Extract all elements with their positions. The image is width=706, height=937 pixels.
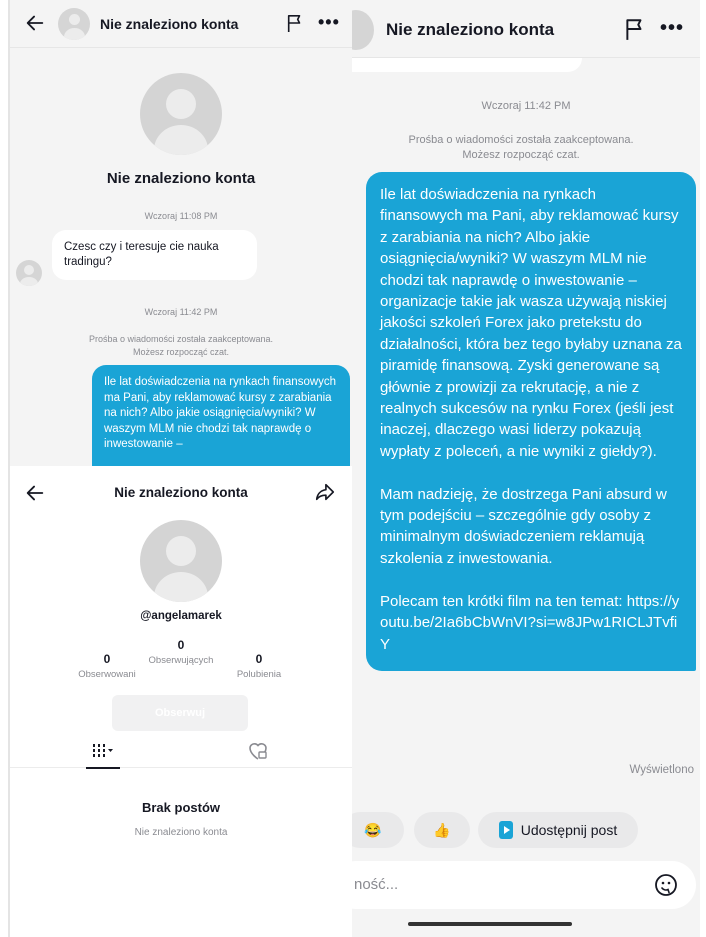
stat-followers[interactable]	[140, 638, 222, 667]
more-icon[interactable]: •••	[318, 12, 340, 32]
stat-label: Obserwowani	[78, 669, 136, 680]
seen-status: Wyświetlono	[629, 764, 694, 776]
outgoing-message	[366, 172, 696, 671]
chat-header	[10, 0, 352, 48]
chat-screen-right	[352, 0, 700, 937]
profile-header-title: Nie znaleziono konta	[114, 485, 248, 500]
sender-avatar	[16, 260, 42, 286]
stat-label: Obserwujących	[148, 655, 214, 666]
stat-likes[interactable]	[214, 652, 304, 681]
system-message-line: Prośba o wiadomości została zaakceptowana.	[88, 334, 274, 344]
flag-icon[interactable]	[286, 13, 304, 33]
play-icon	[499, 821, 513, 839]
home-indicator[interactable]	[408, 922, 572, 926]
thumbs-up-emoji-icon: 👍	[433, 821, 451, 838]
laughing-emoji-icon: 😂	[364, 821, 382, 838]
active-tab-indicator	[86, 767, 120, 769]
outgoing-message: Ile lat doświadczenia na rynkach finansowych ma Pani, aby reklamować kursy z zarabiania na nich? Albo jakie osiągnięcia/wyniki? W waszym MLM nie chodzi tak naprawdę o inwestowanie –	[92, 365, 350, 468]
system-message	[10, 333, 352, 359]
profile-screen	[8, 466, 352, 937]
system-message-line: Możesz rozpocząć czat.	[132, 347, 230, 357]
message-paragraph: Mam nadzieję, że dostrzega Pani absurd w tym podejściu – szczególnie gdy osoby z minimalnym doświadczeniem reklamują szkolenia z inwestowania.	[380, 485, 667, 567]
profile-avatar[interactable]	[140, 73, 222, 155]
share-icon[interactable]	[314, 481, 336, 503]
profile-tabs	[10, 734, 352, 768]
stat-value: 0	[255, 652, 263, 666]
message-input[interactable]	[352, 861, 696, 909]
timestamp: Wczoraj 11:08 PM	[144, 211, 218, 221]
chat-title[interactable]: Nie znaleziono konta	[100, 16, 239, 32]
stat-value: 0	[177, 638, 185, 652]
liked-videos-icon[interactable]	[246, 739, 270, 763]
emoji-sticker-icon[interactable]	[654, 873, 678, 897]
stat-label: Polubienia	[236, 669, 282, 680]
follow-button[interactable]: Obserwuj	[112, 695, 248, 731]
stat-value: 0	[103, 652, 111, 666]
profile-avatar	[140, 520, 222, 602]
incoming-message: Czesc czy i teresuje cie nauka tradingu?	[52, 230, 257, 280]
empty-state-title: Brak postów	[141, 800, 220, 815]
profile-name: Nie znaleziono konta	[106, 170, 256, 187]
quick-reply-laugh[interactable]	[352, 812, 404, 848]
profile-handle: @angelamarek	[140, 610, 222, 622]
chat-header	[352, 0, 700, 58]
message-link-paragraph[interactable]: Polecam ten krótki film na ten temat: https://youtu.be/2Ia6bCbWnVI?si=w8JPw1RICLJTvfiY	[380, 592, 680, 653]
chat-title[interactable]: Nie znaleziono konta	[386, 20, 555, 39]
more-icon[interactable]: •••	[660, 17, 685, 39]
grid-icon	[92, 744, 114, 758]
contact-avatar[interactable]	[58, 8, 90, 40]
contact-avatar[interactable]	[352, 10, 374, 50]
empty-state-subtitle: Nie znaleziono konta	[134, 827, 228, 838]
chat-screen-left	[8, 0, 352, 468]
tab-videos[interactable]	[86, 734, 120, 768]
system-message-line: Prośba o wiadomości została zaakceptowana.	[408, 134, 634, 146]
system-message	[352, 133, 700, 163]
previous-message-edge	[352, 58, 582, 72]
share-post-button[interactable]	[478, 812, 638, 848]
stat-following[interactable]	[62, 652, 152, 681]
flag-icon[interactable]	[624, 17, 646, 41]
quick-reply-thumbs-up[interactable]	[414, 812, 470, 848]
back-arrow-icon[interactable]	[24, 12, 46, 34]
timestamp: Wczoraj 11:42 PM	[144, 307, 218, 317]
message-input-placeholder: ność...	[354, 876, 399, 893]
share-post-label: Udostępnij post	[520, 822, 618, 838]
message-paragraph: Ile lat doświadczenia na rynkach finansowych ma Pani, aby reklamować kursy z zarabiania na nich? Albo jakie osiągnięcia/wyniki? W waszym MLM nie chodzi tak naprawdę o inwestowanie – organizacje takie jak wasza używają niskiej jakości szkoleń Forex jako pretekstu do działalności, która bez tego byłaby uznana za piramidę finansową. Zyski generowane są głównie z prowizji za rekrutację, a nie z realnych sukcesów na rynku Forex (jeśli jest inaczej, dlaczego wasi liderzy pokazują wypłaty z poleceń, a nie wyniki z giełdy?).	[380, 186, 682, 460]
timestamp: Wczoraj 11:42 PM	[481, 100, 571, 112]
system-message-line: Możesz rozpocząć czat.	[462, 149, 580, 161]
